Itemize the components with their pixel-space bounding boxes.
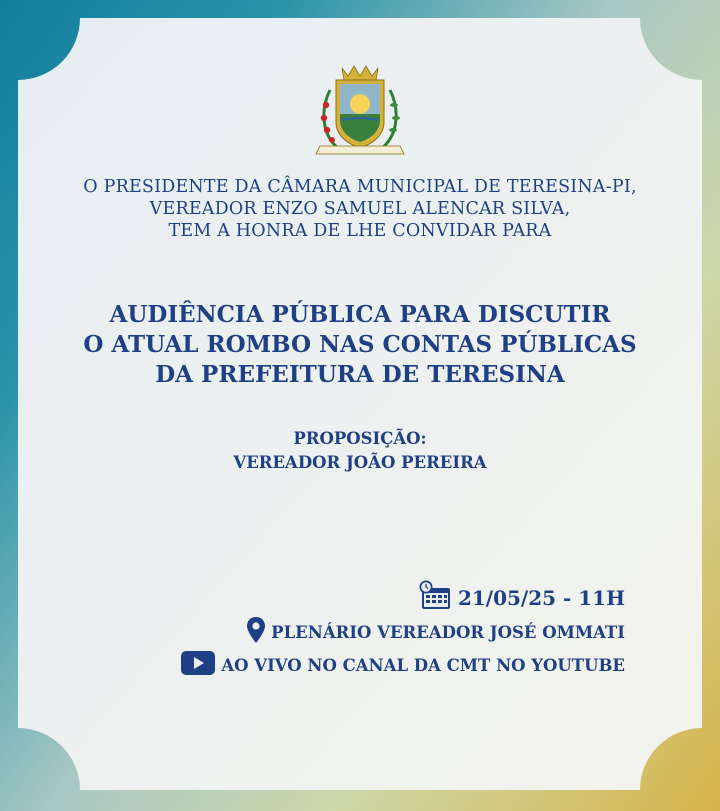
youtube-icon [181, 651, 215, 679]
event-broadcast-text: AO VIVO NO CANAL DA CMT NO YOUTUBE [221, 655, 625, 675]
event-title-line-3: DA PREFEITURA DE TERESINA [155, 361, 565, 388]
proposition-author: VEREADOR JOÃO PEREIRA [233, 453, 487, 472]
proposition-label: PROPOSIÇÃO: [293, 429, 427, 448]
event-location [247, 617, 625, 647]
event-datetime-text: 21/05/25 - 11H [457, 585, 625, 610]
event-broadcast[interactable] [181, 651, 625, 679]
calendar-clock-icon [418, 580, 452, 615]
event-title-line-2: O ATUAL ROMBO NAS CONTAS PÚBLICAS [83, 331, 637, 358]
invitation-text [0, 176, 720, 242]
coat-of-arms [312, 60, 408, 160]
event-location-text: PLENÁRIO VEREADOR JOSÉ OMMATI [271, 622, 625, 642]
location-pin-icon [247, 617, 265, 647]
invitation-line-3: TEM A HONRA DE LHE CONVIDAR PARA [168, 221, 552, 241]
invitation-line-2: VEREADOR ENZO SAMUEL ALENCAR SILVA, [149, 199, 571, 219]
event-title [0, 300, 720, 390]
event-title-line-1: AUDIÊNCIA PÚBLICA PARA DISCUTIR [109, 301, 611, 328]
proposition [0, 427, 720, 475]
invitation-line-1: O PRESIDENTE DA CÂMARA MUNICIPAL DE TERESINA-PI, [83, 177, 637, 197]
event-datetime [418, 580, 625, 615]
